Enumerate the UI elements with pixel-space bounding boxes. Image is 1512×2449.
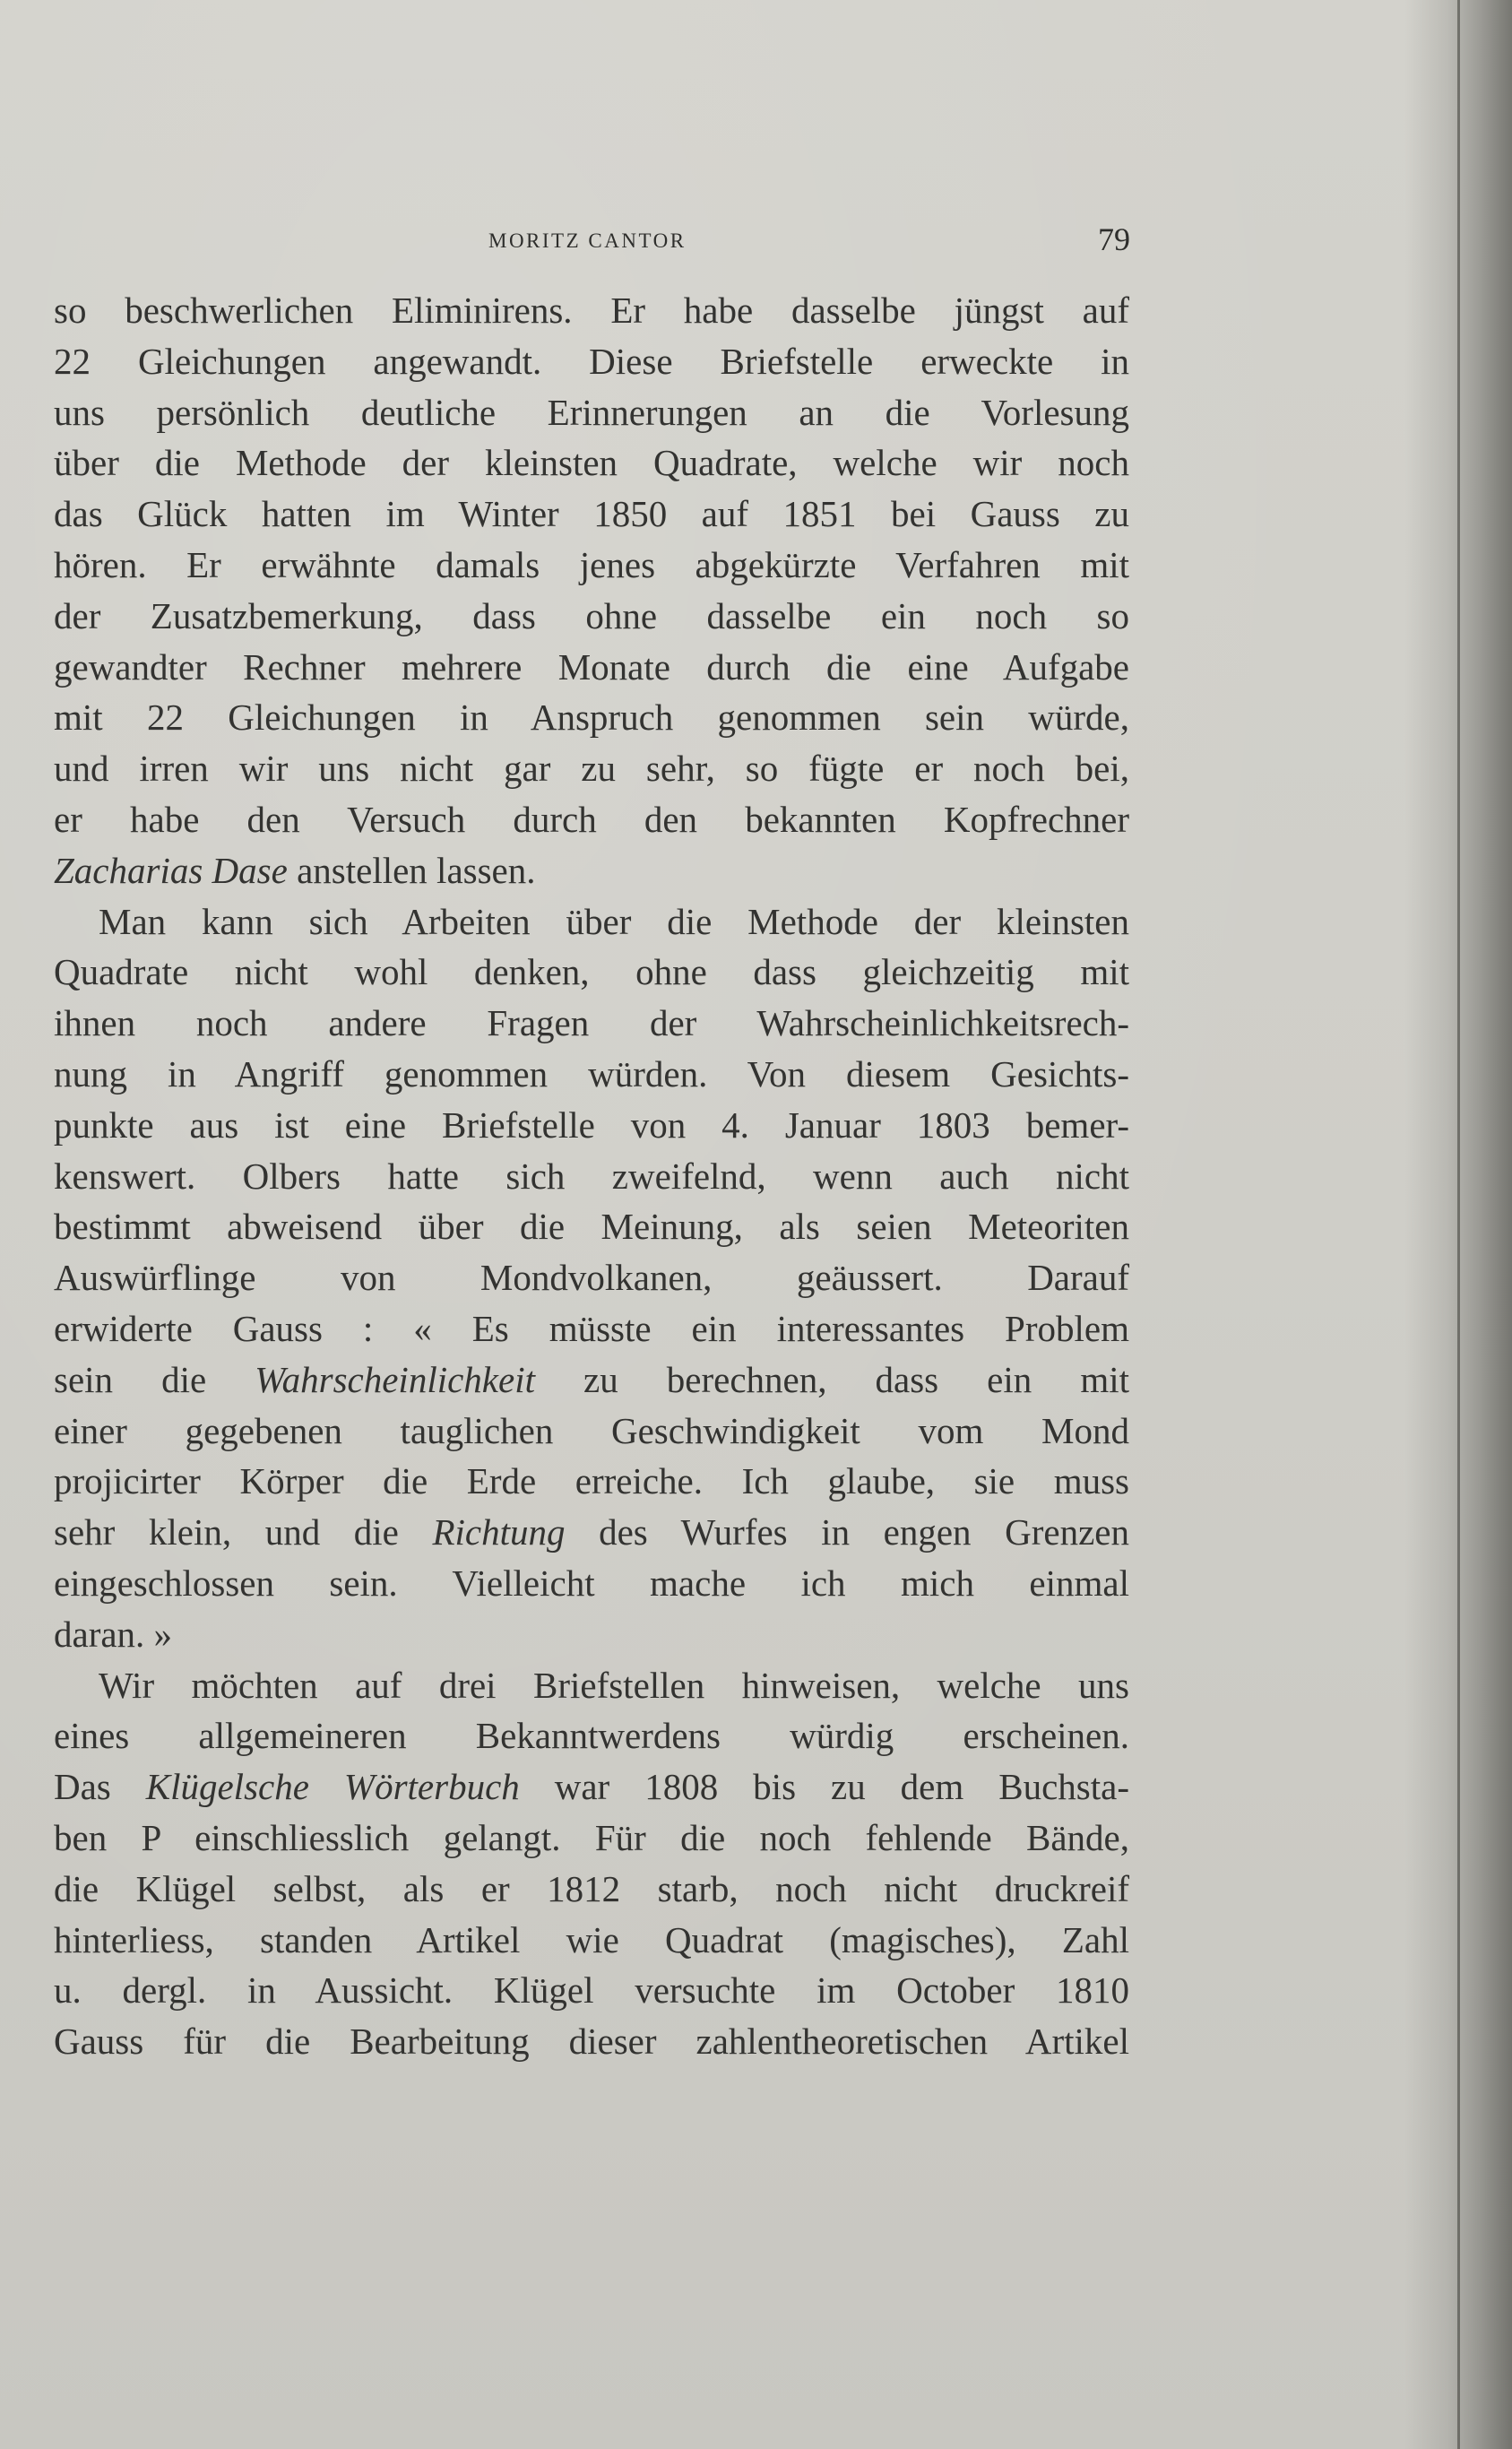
text-line: projicirter Körper die Erde erreiche. Ich glaube, sie muss bbox=[54, 1460, 1129, 1502]
text-line bbox=[54, 1354, 1129, 1406]
text-segment: sehr klein, und die bbox=[54, 1511, 433, 1553]
text-line: nung in Angriff genommen würden. Von diesem Gesichts- bbox=[54, 1052, 1129, 1095]
page-number: 79 bbox=[1098, 221, 1130, 257]
text-line: ihnen noch andere Fragen der Wahrscheinlichkeitsrech- bbox=[54, 1002, 1129, 1044]
text-line bbox=[54, 845, 1129, 896]
text-line: der Zusatzbemerkung, dass ohne dasselbe ein noch so bbox=[54, 594, 1129, 636]
body-text bbox=[54, 285, 1129, 2067]
text-line bbox=[54, 1761, 1129, 1813]
text-segment: sein die bbox=[54, 1358, 255, 1400]
running-head: MORITZ CANTOR bbox=[488, 229, 687, 252]
text-line: gewandter Rechner mehrere Monate durch die eine Aufgabe bbox=[54, 645, 1129, 688]
text-line: punkte aus ist eine Briefstelle von 4. Januar 1803 bemer- bbox=[54, 1103, 1129, 1146]
text-line: das Glück hatten im Winter 1850 auf 1851 bei Gauss zu bbox=[54, 493, 1129, 535]
text-line: so beschwerlichen Eliminirens. Er habe dasselbe jüngst auf bbox=[54, 290, 1129, 331]
paragraph-first-line: Man kann sich Arbeiten über die Methode der kleinsten bbox=[99, 900, 1129, 942]
text-line: über die Methode der kleinsten Quadrate, welche wir noch bbox=[54, 442, 1129, 484]
text-line: und irren wir uns nicht gar zu sehr, so fügte er noch bei, bbox=[54, 748, 1129, 790]
text-line: Auswürflinge von Mondvolkanen, geäussert. Darauf bbox=[54, 1257, 1129, 1299]
text-line: daran. » bbox=[54, 1613, 173, 1655]
text-line: Gauss für die Bearbeitung dieser zahlentheoretischen Artikel bbox=[54, 2021, 1129, 2063]
text-line: kenswert. Olbers hatte sich zweifelnd, wenn auch nicht bbox=[54, 1155, 1129, 1197]
text-line: mit 22 Gleichungen in Anspruch genommen sein würde, bbox=[54, 697, 1129, 739]
text-segment: anstellen lassen. bbox=[287, 849, 536, 891]
paragraph-first-line: Wir möchten auf drei Briefstellen hinweisen, welche uns bbox=[99, 1664, 1129, 1706]
text-line: die Klügel selbst, als er 1812 starb, noch nicht druckreif bbox=[54, 1867, 1129, 1909]
text-line: hören. Er erwähnte damals jenes abgekürzte Verfahren mit bbox=[54, 543, 1129, 585]
text-line: bestimmt abweisend über die Meinung, als seien Meteoriten bbox=[54, 1206, 1129, 1248]
italic-term: Richtung bbox=[432, 1511, 566, 1553]
text-line: eines allgemeineren Bekanntwerdens würdig erscheinen. bbox=[54, 1715, 1129, 1757]
text-line: hinterliess, standen Artikel wie Quadrat (magisches), Zahl bbox=[54, 1918, 1129, 1960]
text-line: ben P einschliesslich gelangt. Für die noch fehlende Bände, bbox=[54, 1816, 1129, 1858]
text-segment: war 1808 bis zu dem Buchsta- bbox=[519, 1766, 1129, 1808]
text-line: Quadrate nicht wohl denken, ohne dass gleichzeitig mit bbox=[54, 951, 1129, 993]
page-gutter-line bbox=[1457, 0, 1460, 2449]
text-line: u. dergl. in Aussicht. Klügel versuchte im October 1810 bbox=[54, 1969, 1129, 2012]
text-line: eingeschlossen sein. Vielleicht mache ich mich einmal bbox=[54, 1562, 1129, 1604]
text-line: einer gegebenen tauglichen Geschwindigkeit vom Mond bbox=[54, 1409, 1129, 1451]
text-segment: Das bbox=[54, 1766, 146, 1808]
italic-title: Klügelsche Wörterbuch bbox=[145, 1766, 520, 1808]
italic-term: Wahrscheinlichkeit bbox=[255, 1358, 535, 1400]
page-header bbox=[54, 221, 1130, 260]
italic-name: Zacharias Dase bbox=[54, 849, 288, 891]
text-segment: des Wurfes in engen Grenzen bbox=[565, 1511, 1129, 1553]
text-line: 22 Gleichungen angewandt. Diese Briefstelle erweckte in bbox=[54, 340, 1129, 382]
text-line: erwiderte Gauss : « Es müsste ein interessantes Problem bbox=[54, 1307, 1129, 1349]
text-line bbox=[54, 1507, 1129, 1558]
text-line: er habe den Versuch durch den bekannten Kopfrechner bbox=[54, 798, 1129, 840]
text-segment: zu berechnen, dass ein mit bbox=[534, 1358, 1129, 1400]
text-line: uns persönlich deutliche Erinnerungen an die Vorlesung bbox=[54, 391, 1129, 433]
